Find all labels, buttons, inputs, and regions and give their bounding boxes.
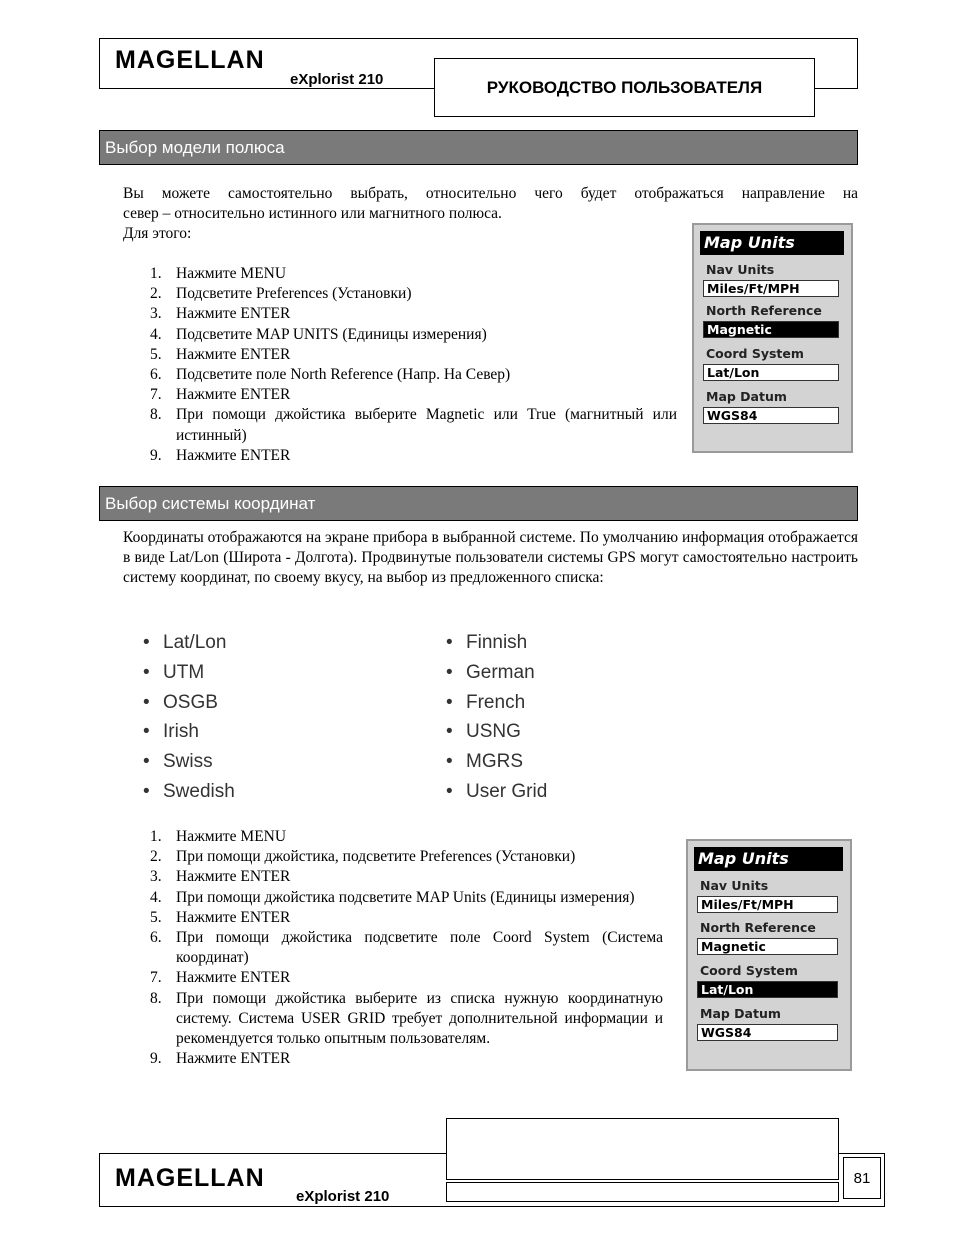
list-item: 8. При помощи джойстика выберите Magnetic или True (магнитный или истинный) [150, 406, 677, 444]
header-brand: MAGELLAN [115, 46, 265, 74]
coord-option: • UTM [143, 658, 363, 688]
coord-option: • Swiss [143, 747, 363, 777]
panel-title: Map Units [700, 231, 844, 255]
section-title-pole-text: Выбор модели полюса [105, 137, 285, 157]
coord-system-label: Coord System [700, 963, 798, 978]
nav-units-label: Nav Units [700, 878, 769, 893]
list-item: 2. Подсветите Preferences (Установки) [150, 285, 412, 303]
list-item: 1. Нажмите MENU [150, 828, 287, 845]
coord-option: • Lat/Lon [143, 628, 363, 658]
coord-option: • German [446, 658, 666, 688]
list-item: 5. Нажмите ENTER [150, 345, 291, 363]
north-reference-value: Magnetic [697, 938, 838, 955]
north-reference-value: Magnetic [703, 321, 839, 338]
coord-system-value: Lat/Lon [703, 364, 839, 381]
north-reference-label: North Reference [706, 303, 822, 318]
section2-steps [123, 827, 663, 1069]
list-item: 6. При помощи джойстика подсветите поле Coord System (Система координат) [150, 929, 663, 967]
footer-info-box [446, 1118, 839, 1180]
nav-units-label: Nav Units [706, 262, 775, 277]
manual-title: РУКОВОДСТВО ПОЛЬЗОВАТЕЛЯ [434, 58, 815, 117]
nav-units-value: Miles/Ft/MPH [703, 280, 839, 297]
list-item: 4. Подсветите MAP UNITS (Единицы измерения) [150, 325, 487, 343]
list-item: 3. Нажмите ENTER [150, 868, 291, 886]
section2-intro: Координаты отображаются на экране прибора в выбранной системе. По умолчанию информация отображается в виде Lat/Lon (Широта - Долгота). Продвинутые пользователи системы GPS могут самостоятельно настроить систему координат, по своему вкусу, на выбор из предложенного списка: [123, 529, 858, 587]
coord-option: • USNG [446, 717, 666, 747]
list-item: 9. Нажмите ENTER [150, 446, 291, 464]
page-number: 81 [843, 1157, 881, 1199]
list-item: 1. Нажмите MENU [150, 265, 287, 282]
coord-option: • French [446, 688, 666, 718]
nav-units-value: Miles/Ft/MPH [697, 896, 838, 913]
coord-options-right [446, 628, 666, 807]
list-item: 6. Подсветите поле North Reference (Напр. На Север) [150, 366, 511, 384]
map-units-screenshot-north [692, 223, 853, 453]
coord-system-value: Lat/Lon [697, 981, 838, 998]
list-item: 3. Нажмите ENTER [150, 305, 291, 323]
map-datum-label: Map Datum [700, 1006, 781, 1021]
section1-intro-line1: Вы можете самостоятельно выбрать, относительно чего будет отображаться направление на [123, 185, 858, 202]
section1-intro-line3: Для этого: [123, 225, 192, 243]
section-title-coords [99, 486, 858, 521]
north-reference-label: North Reference [700, 920, 816, 935]
coord-option: • Irish [143, 717, 363, 747]
list-item: 7. Нажмите ENTER [150, 969, 291, 987]
coord-option: • Finnish [446, 628, 666, 658]
map-datum-value: WGS84 [697, 1024, 838, 1041]
section1-intro-line2: север – относительно истинного или магнитного полюса. [123, 205, 502, 223]
coord-options-left [143, 628, 363, 807]
coord-option: • MGRS [446, 747, 666, 777]
coord-option: • Swedish [143, 777, 363, 807]
coord-option: • OSGB [143, 688, 363, 718]
list-item: 7. Нажмите ENTER [150, 386, 291, 404]
section1-steps [123, 264, 677, 466]
section-title-coords-text: Выбор системы координат [105, 493, 316, 513]
section-title-pole [99, 130, 858, 165]
footer-brand: MAGELLAN [115, 1164, 265, 1192]
footer-model: eXplorist 210 [296, 1188, 390, 1205]
list-item: 9. Нажмите ENTER [150, 1050, 291, 1068]
footer-info-strip [446, 1182, 839, 1202]
header-model: eXplorist 210 [290, 71, 384, 88]
map-datum-value: WGS84 [703, 407, 839, 424]
map-units-screenshot-coord [686, 839, 852, 1071]
list-item: 5. Нажмите ENTER [150, 908, 291, 926]
coord-option: • User Grid [446, 777, 666, 807]
list-item: 8. При помощи джойстика выберите из списка нужную координатную систему. Система USER GRID требует дополнительной информации и рекомендуется только опытным пользователям. [150, 989, 663, 1048]
map-datum-label: Map Datum [706, 389, 787, 404]
list-item: 2. При помощи джойстика, подсветите Preferences (Установки) [150, 848, 576, 866]
list-item: 4. При помощи джойстика подсветите MAP Units (Единицы измерения) [150, 888, 635, 906]
panel-title: Map Units [694, 847, 843, 871]
coord-system-label: Coord System [706, 346, 804, 361]
